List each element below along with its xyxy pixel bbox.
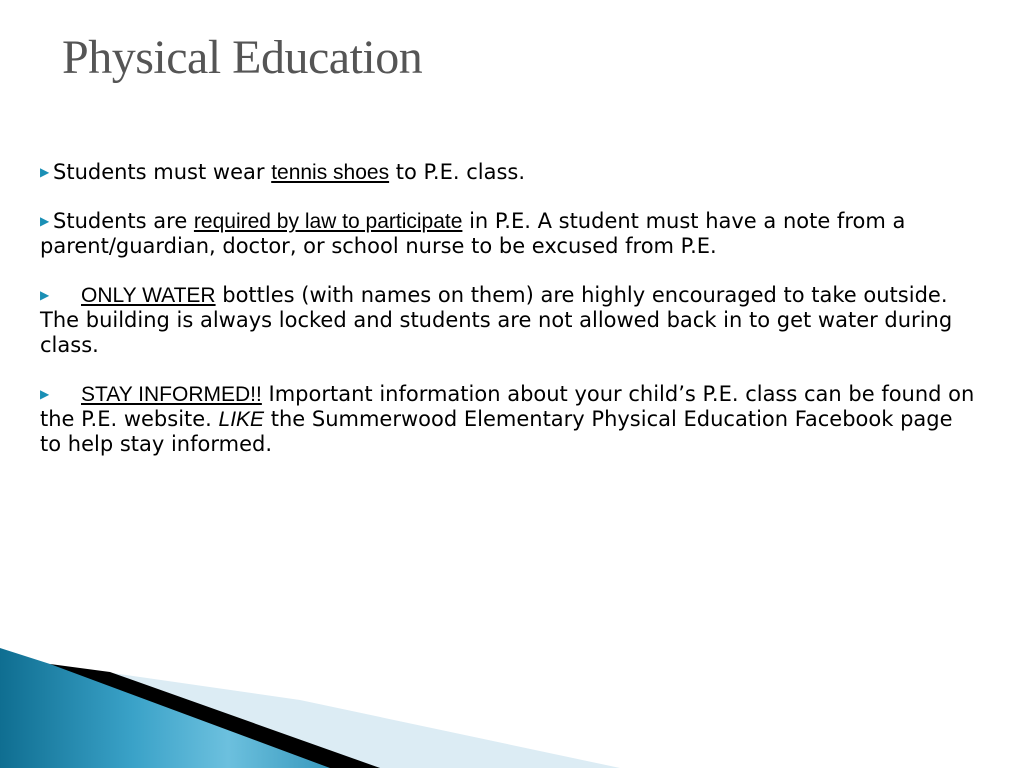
bullet-text: bottles (with names on them) are highly encouraged to take outside. The building is always locked and students are not allowed back in to get water during class. bbox=[40, 283, 953, 357]
bullet-arrow-icon: ▶ bbox=[40, 387, 50, 401]
emphasis-only-water: ONLY WATER bbox=[81, 284, 216, 307]
emphasis-tennis-shoes: tennis shoes bbox=[271, 161, 390, 184]
bullet-text: Important information about your child’s P.E. class can be found on the P.E. website. bbox=[40, 382, 975, 431]
bullet-text: Students are bbox=[53, 209, 194, 233]
page-title: Physical Education bbox=[62, 31, 423, 84]
bullet-stay-informed bbox=[40, 382, 980, 457]
bullet-only-water bbox=[40, 283, 980, 358]
bullet-text: the Summerwood Elementary Physical Education Facebook page to help stay informed. bbox=[40, 407, 953, 456]
bullet-arrow-icon: ▶ bbox=[40, 288, 50, 302]
bullet-list bbox=[40, 160, 980, 481]
emphasis-required-by-law: required by law to participate bbox=[193, 210, 463, 233]
bullet-tennis-shoes bbox=[40, 160, 980, 185]
bullet-required-participation bbox=[40, 209, 980, 259]
bullet-text: in P.E. A student must have a note from a parent/guardian, doctor, or school nurse to be excused from P.E. bbox=[40, 209, 906, 258]
bullet-arrow-icon: ▶ bbox=[40, 165, 50, 179]
emphasis-like: LIKE bbox=[218, 408, 265, 431]
bullet-arrow-icon: ▶ bbox=[40, 214, 50, 228]
emphasis-stay-informed: STAY INFORMED!! bbox=[81, 383, 262, 406]
bullet-text: to P.E. class. bbox=[389, 160, 526, 184]
bullet-text: Students must wear bbox=[53, 160, 272, 184]
